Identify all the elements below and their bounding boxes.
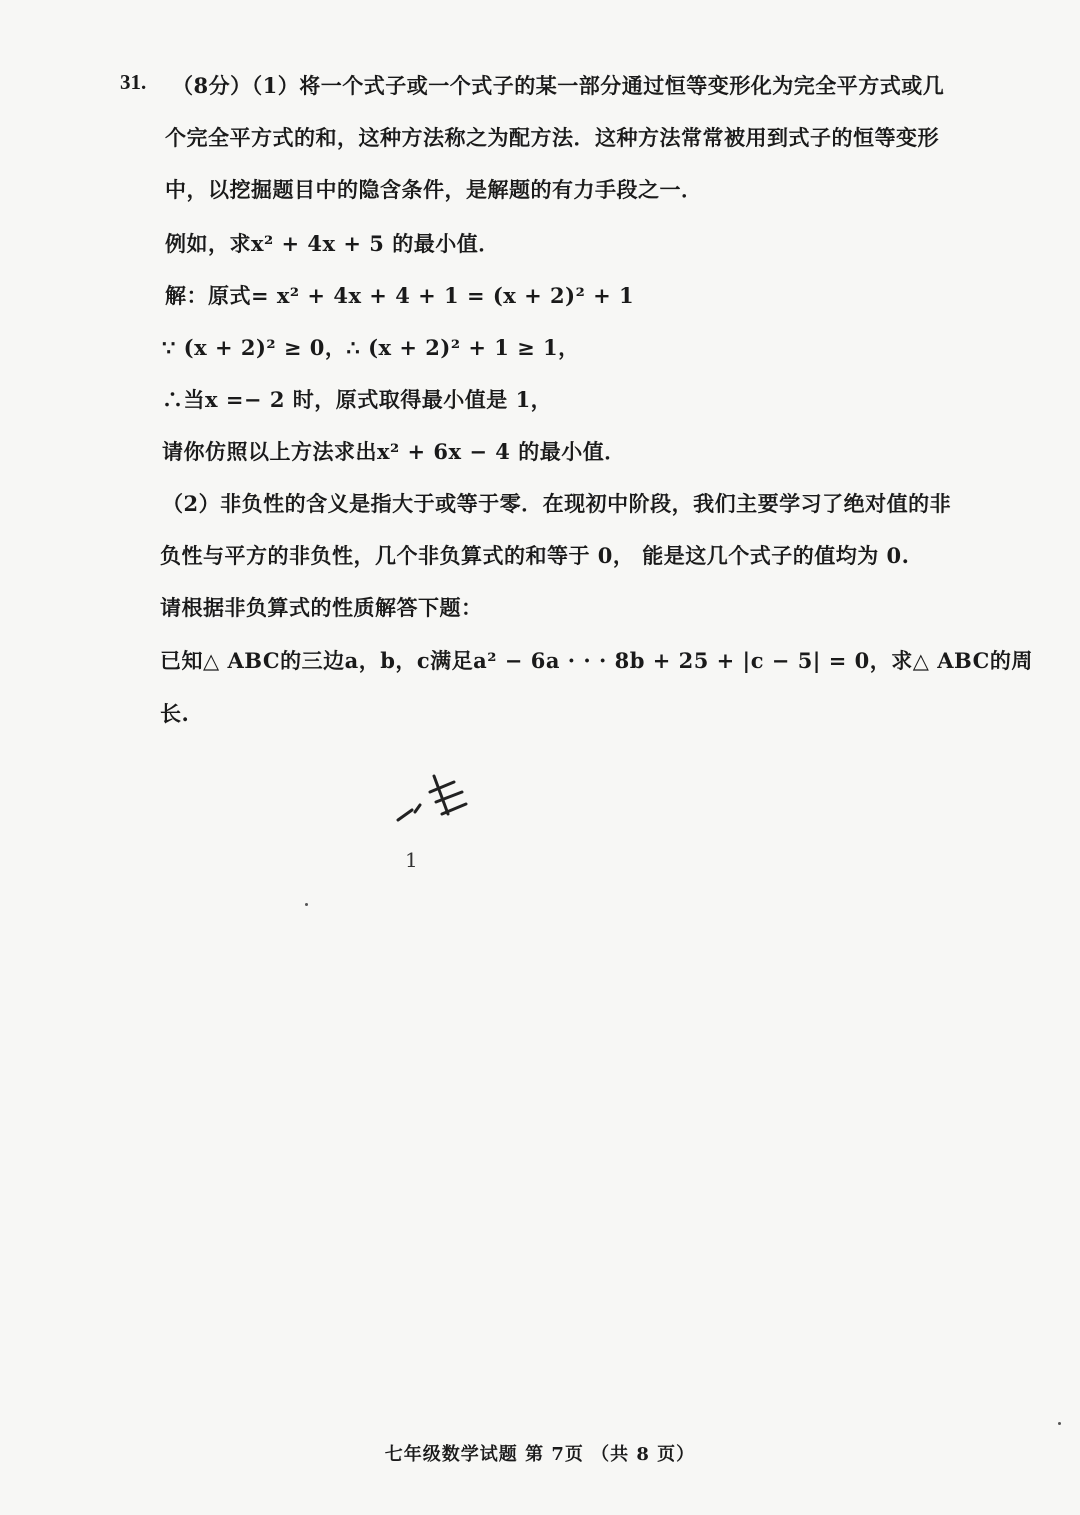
part2-line-2: 负性与平方的非负性，几个非负算式的和等于 0， 能是这几个式子的值均为 0. <box>160 543 910 568</box>
part2-line-5: 长. <box>160 701 190 726</box>
page-footer: 七年级数学试题 第 7页 （共 8 页） <box>384 1444 696 1465</box>
handwritten-mark: 1 <box>405 848 418 872</box>
part2-line-1: （2）非负性的含义是指大于或等于零．在现初中阶段，我们主要学习了绝对值的非 <box>162 491 952 516</box>
text-line-2: 个完全平方式的和，这种方法称之为配方法．这种方法常常被用到式子的恒等变形 <box>165 125 939 150</box>
part2-line-3: 请根据非负算式的性质解答下题： <box>160 595 483 620</box>
because-line: ∵ (x + 2)² ≥ 0，∴ (x + 2)² + 1 ≥ 1， <box>162 335 580 360</box>
handwritten-scribble <box>390 770 480 830</box>
solution-line: 解：原式= x² + 4x + 4 + 1 = (x + 2)² + 1 <box>165 283 635 308</box>
part2-line-4: 已知△ ABC的三边a，b，c满足a² − 6a · · · 8b + 25 + |c − 5| = 0，求△ ABC的周 <box>160 648 1033 673</box>
task-line-1: 请你仿照以上方法求出x² + 6x − 4 的最小值． <box>162 439 626 464</box>
speck <box>305 903 308 906</box>
text-line-1: （8分）（1）将一个式子或一个式子的某一部分通过恒等变形化为完全平方式或几 <box>172 73 945 98</box>
therefore-line: ∴当x =− 2 时，原式取得最小值是 1， <box>162 387 553 412</box>
example-line: 例如，求x² + 4x + 5 的最小值． <box>165 231 500 256</box>
question-number: 31. <box>120 70 147 94</box>
speck <box>1058 1422 1061 1425</box>
text-line-3: 中，以挖掘题目中的隐含条件，是解题的有力手段之一． <box>165 177 703 202</box>
